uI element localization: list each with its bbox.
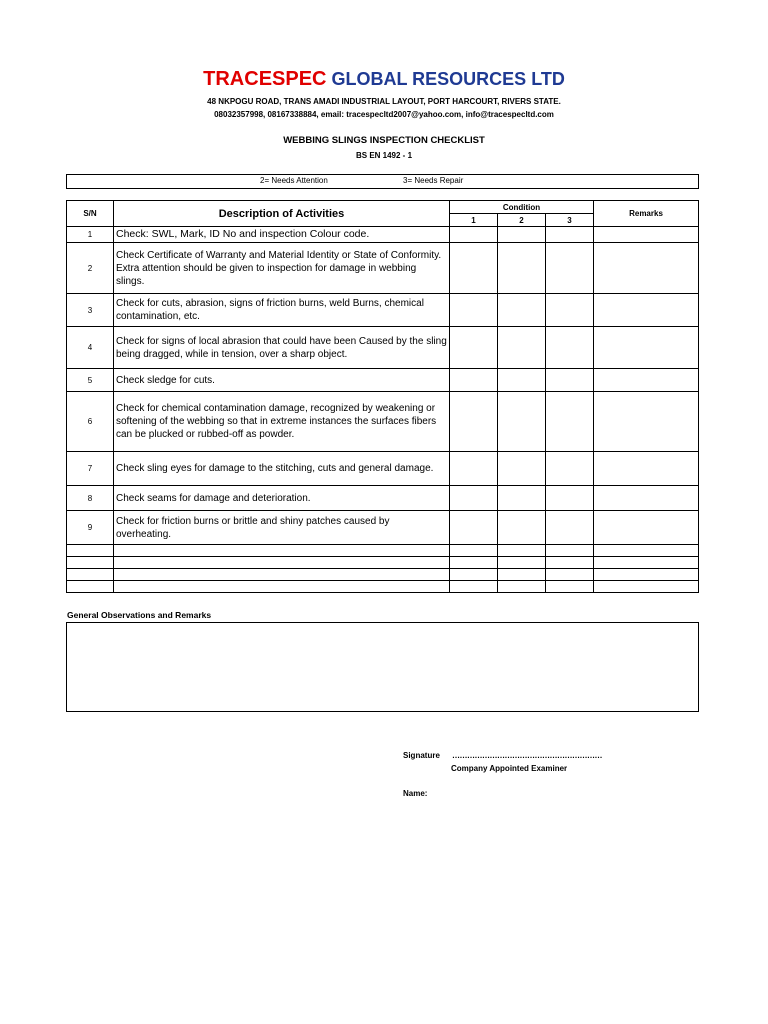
condition-2-cell[interactable] [498, 452, 546, 486]
condition-3-cell[interactable] [546, 392, 594, 452]
blank-description-cell[interactable] [114, 569, 450, 581]
row-description: Check sledge for cuts. [114, 369, 450, 392]
blank-description-cell[interactable] [114, 581, 450, 593]
condition-2-cell[interactable] [498, 369, 546, 392]
condition-1-cell[interactable] [450, 452, 498, 486]
condition-3-cell[interactable] [546, 327, 594, 369]
row-sn: 2 [67, 243, 114, 294]
observations-box[interactable] [66, 622, 699, 712]
table-row [67, 243, 699, 294]
header-remarks: Remarks [594, 201, 699, 227]
condition-level-1: 1 [450, 214, 498, 227]
standard-reference: BS EN 1492 - 1 [355, 151, 413, 160]
name-label: Name: [403, 789, 428, 798]
condition-2-cell[interactable] [498, 327, 546, 369]
empty-row [67, 569, 699, 581]
row-description: Check seams for damage and deterioration. [114, 486, 450, 511]
row-description: Check for chemical contamination damage, recognized by weakening or softening of the webbing so that in extreme instances the surfaces fibers can be plucked or rubbed-off as powder. [114, 392, 450, 452]
empty-row [67, 545, 699, 557]
legend-needs-repair: 3= Needs Repair [403, 176, 464, 185]
row-description: Check for friction burns or brittle and shiny patches caused by overheating. [114, 511, 450, 545]
condition-3-cell[interactable] [546, 243, 594, 294]
table-row [67, 511, 699, 545]
table-row [67, 327, 699, 369]
empty-row [67, 581, 699, 593]
header-description: Description of Activities [114, 201, 450, 227]
condition-2-cell[interactable] [498, 486, 546, 511]
table-row [67, 392, 699, 452]
row-description: Check Certificate of Warranty and Material Identity or State of Conformity. Extra attention should be given to inspection for damage in webbing slings. [114, 243, 450, 294]
company-contact: 08032357998, 08167338884, email: tracespecltd2007@yahoo.com, info@tracespecltd.com [214, 110, 554, 119]
inspection-table [66, 200, 699, 593]
company-name [0, 68, 768, 91]
condition-legend [66, 174, 699, 189]
condition-3-cell[interactable] [546, 452, 594, 486]
table-row [67, 294, 699, 327]
remarks-cell[interactable] [594, 452, 699, 486]
legend-needs-attention: 2= Needs Attention [260, 176, 328, 185]
empty-row [67, 557, 699, 569]
company-name-rest: GLOBAL RESOURCES LTD [326, 69, 565, 89]
signature-role: Company Appointed Examiner [451, 764, 568, 773]
condition-2-cell[interactable] [498, 392, 546, 452]
remarks-cell[interactable] [594, 294, 699, 327]
remarks-cell[interactable] [594, 392, 699, 452]
remarks-cell[interactable] [594, 486, 699, 511]
row-sn: 7 [67, 452, 114, 486]
remarks-cell[interactable] [594, 369, 699, 392]
table-row [67, 486, 699, 511]
table-row [67, 227, 699, 243]
condition-1-cell[interactable] [450, 227, 498, 243]
row-sn: 9 [67, 511, 114, 545]
condition-1-cell[interactable] [450, 511, 498, 545]
company-name-main: TRACESPEC [203, 68, 327, 90]
condition-2-cell[interactable] [498, 243, 546, 294]
row-sn: 3 [67, 294, 114, 327]
row-sn: 1 [67, 227, 114, 243]
remarks-cell[interactable] [594, 243, 699, 294]
header-sn: S/N [67, 201, 114, 227]
row-description: Check sling eyes for damage to the stitching, cuts and general damage. [114, 452, 450, 486]
row-sn: 4 [67, 327, 114, 369]
document-title: WEBBING SLINGS INSPECTION CHECKLIST [283, 135, 485, 146]
row-sn: 8 [67, 486, 114, 511]
condition-3-cell[interactable] [546, 369, 594, 392]
condition-level-3: 3 [546, 214, 594, 227]
condition-1-cell[interactable] [450, 327, 498, 369]
observations-label: General Observations and Remarks [67, 610, 212, 620]
blank-description-cell[interactable] [114, 545, 450, 557]
remarks-cell[interactable] [594, 511, 699, 545]
condition-2-cell[interactable] [498, 294, 546, 327]
table-header-row [67, 201, 699, 214]
condition-1-cell[interactable] [450, 369, 498, 392]
blank-description-cell[interactable] [114, 557, 450, 569]
condition-3-cell[interactable] [546, 294, 594, 327]
table-row [67, 369, 699, 392]
condition-1-cell[interactable] [450, 243, 498, 294]
company-address: 48 NKPOGU ROAD, TRANS AMADI INDUSTRIAL LAYOUT, PORT HARCOURT, RIVERS STATE. [207, 97, 561, 106]
signature-line[interactable]: …………………………………………………… [452, 751, 602, 760]
header-condition: Condition [450, 201, 594, 214]
row-sn: 5 [67, 369, 114, 392]
condition-3-cell[interactable] [546, 486, 594, 511]
row-description: Check: SWL, Mark, ID No and inspection Colour code. [114, 227, 450, 243]
remarks-cell[interactable] [594, 227, 699, 243]
signature-label: Signature [403, 751, 440, 760]
condition-1-cell[interactable] [450, 294, 498, 327]
condition-level-2: 2 [498, 214, 546, 227]
condition-1-cell[interactable] [450, 486, 498, 511]
condition-2-cell[interactable] [498, 511, 546, 545]
remarks-cell[interactable] [594, 327, 699, 369]
table-row [67, 452, 699, 486]
condition-1-cell[interactable] [450, 392, 498, 452]
condition-2-cell[interactable] [498, 227, 546, 243]
condition-3-cell[interactable] [546, 511, 594, 545]
condition-3-cell[interactable] [546, 227, 594, 243]
row-description: Check for signs of local abrasion that could have been Caused by the sling being dragged, while in tension, over a sharp object. [114, 327, 450, 369]
row-sn: 6 [67, 392, 114, 452]
row-description: Check for cuts, abrasion, signs of friction burns, weld Burns, chemical contamination, etc. [114, 294, 450, 327]
